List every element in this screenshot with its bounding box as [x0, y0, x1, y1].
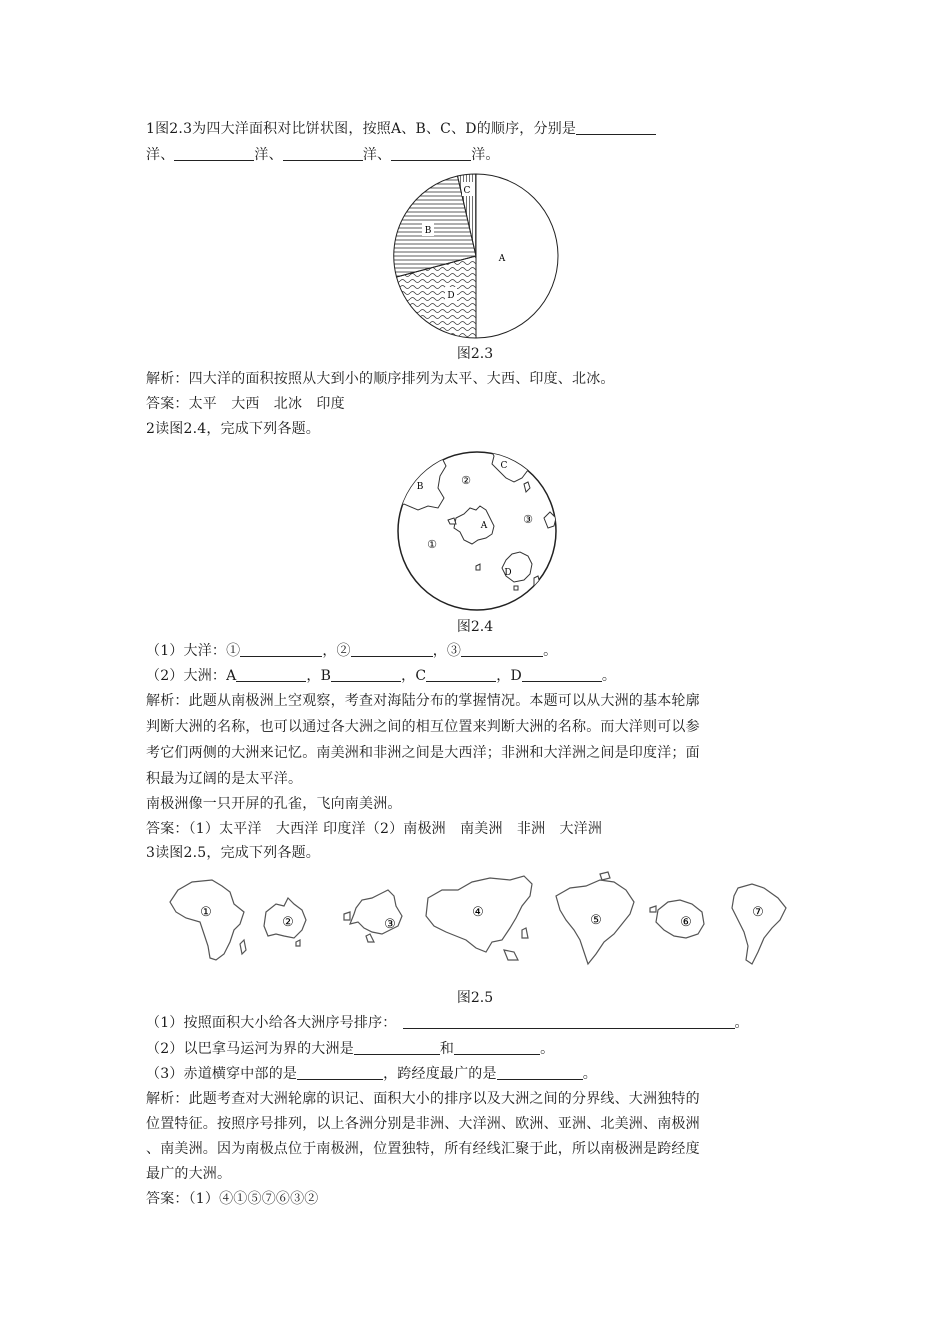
q2-sub1-mid2: ，③: [432, 643, 462, 659]
q3-sub1-prefix: （1）按照面积大小给各大洲序号排序：: [146, 1015, 397, 1031]
q1-suffix-b: 洋、: [254, 147, 283, 163]
polar-map: [394, 448, 560, 614]
q1-blank-d[interactable]: [391, 146, 471, 161]
fig-2-5-title: 图2.5: [456, 990, 494, 1006]
continent-num-6: ⑥: [680, 915, 692, 930]
q1-suffix-end: 洋。: [471, 147, 500, 163]
q2-blank-cont-a[interactable]: [236, 667, 306, 682]
q2-sub2-mid2: ，C: [401, 668, 427, 684]
q2-sub1-prefix: （1）大洋：①: [146, 643, 241, 659]
q2-blank-cont-d[interactable]: [522, 667, 602, 682]
q3-sub3-end: 。: [582, 1066, 597, 1082]
q3-analysis-4: 最广的大洲。: [146, 1166, 232, 1182]
continent-num-3: ③: [384, 917, 396, 932]
map-label-a: A: [480, 521, 488, 531]
continent-1-africa: [170, 880, 244, 960]
q3-sub3: [146, 1064, 597, 1084]
map-label-d: D: [504, 568, 512, 578]
q2-analysis-2: 判断大洲的名称，也可以通过各大洲之间的相互位置来判断大洲的名称。而大洋则可以参: [146, 719, 700, 735]
q3-blank-order[interactable]: [403, 1014, 735, 1029]
q3-sub3-prefix: （3）赤道横穿中部的是: [146, 1066, 298, 1082]
continent-num-5: ⑤: [590, 913, 602, 928]
q2-line1: 2读图2.4，完成下列各题。: [146, 421, 320, 437]
continent-num-4: ④: [472, 905, 484, 920]
q1-blank-b[interactable]: [174, 146, 254, 161]
q3-answer: 答案：（1）④①⑤⑦⑥③②: [146, 1191, 319, 1207]
q3-sub2: [146, 1039, 554, 1059]
q2-sub1-mid1: ，②: [322, 643, 351, 659]
map-label-ocean-3: ③: [523, 513, 533, 526]
q2-sub1-end: 。: [543, 643, 558, 659]
continents-strip: [160, 868, 795, 980]
map-label-ocean-2: ②: [461, 474, 471, 487]
q2-answer: 答案：（1）太平洋 大西洋 印度洋（2）南极洲 南美洲 非洲 大洋洲: [146, 821, 603, 837]
q3-analysis-1: 解析：此题考查对大洲轮廓的识记、面积大小的排序以及大洲之间的分界线、大洲独特的: [146, 1091, 700, 1107]
q3-sub1: [146, 1013, 749, 1033]
q1-suffix-c: 洋、: [362, 147, 392, 163]
q1-blank-c[interactable]: [283, 146, 363, 161]
q1-analysis: 解析：四大洋的面积按照从大到小的顺序排列为太平、大西、印度、北冰。: [146, 371, 615, 387]
q2-blank-cont-c[interactable]: [426, 667, 496, 682]
map-label-c: C: [500, 461, 508, 471]
q1-blank-a[interactable]: [576, 120, 656, 135]
q2-mnemonic: 南极洲像一只开屏的孔雀，飞向南美洲。: [146, 796, 402, 812]
q1-line1: [146, 119, 656, 139]
q2-blank-cont-b[interactable]: [331, 667, 401, 682]
fig-2-3-title: 图2.3: [456, 346, 494, 362]
q3-sub1-end: 。: [734, 1015, 749, 1031]
q3-sub3-mid: ，跨经度最广的是: [383, 1066, 497, 1082]
continent-num-1: ①: [200, 905, 212, 920]
q3-sub2-end: 。: [540, 1041, 555, 1057]
pie-slice-a: [476, 174, 558, 338]
q2-blank-ocean-3[interactable]: [461, 642, 543, 657]
q3-analysis-2: 位置特征。按照序号排列，以上各洲分别是非洲、大洋洲、欧洲、亚洲、北美洲、南极洲: [146, 1116, 700, 1132]
pie-label-b: B: [424, 226, 432, 236]
q3-analysis-3: 、南美洲。因为南极点位于南极洲，位置独特，所有经线汇聚于此，所以南极洲是跨经度: [146, 1141, 700, 1157]
q2-sub2-prefix: （2）大洲：A: [146, 668, 237, 684]
q2-analysis-3: 考它们两侧的大洲来记忆。南美洲和非洲之间是大西洋；非洲和大洋洲之间是印度洋；面: [146, 745, 700, 761]
q2-sub2-mid1: ，B: [306, 668, 332, 684]
pie-label-a: A: [498, 254, 506, 264]
ocean-pie-chart: [390, 170, 560, 340]
q3-line1: 3读图2.5，完成下列各题。: [146, 845, 320, 861]
q2-sub2-end: 。: [601, 668, 617, 684]
map-label-b: B: [416, 482, 424, 492]
q3-blank-longitude[interactable]: [497, 1065, 583, 1080]
q3-blank-equator[interactable]: [297, 1065, 383, 1080]
q2-analysis-1: 解析：此题从南极洲上空观察，考查对海陆分布的掌握情况。本题可以从大洲的基本轮廓: [146, 693, 700, 709]
q3-blank-panama-2[interactable]: [454, 1040, 540, 1055]
q2-sub2-mid3: ，D: [496, 668, 522, 684]
q1-answer: 答案：太平 大西 北冰 印度: [146, 396, 345, 412]
q2-blank-ocean-1[interactable]: [240, 642, 322, 657]
q1-line2: [146, 145, 500, 165]
pie-label-c: C: [463, 186, 471, 196]
map-label-ocean-1: ①: [427, 538, 437, 551]
q1-suffix-a: 洋、: [146, 147, 175, 163]
continent-num-7: ⑦: [752, 905, 764, 920]
fig-2-4-title: 图2.4: [456, 619, 494, 635]
q2-blank-ocean-2[interactable]: [351, 642, 433, 657]
q1-text: 1图2.3为四大洋面积对比饼状图，按照A、B、C、D的顺序，分别是: [146, 121, 577, 137]
q3-sub2-mid: 和: [439, 1041, 455, 1057]
q2-sub2: [146, 666, 616, 686]
continent-num-2: ②: [282, 915, 294, 930]
q3-blank-panama-1[interactable]: [354, 1040, 440, 1055]
q3-sub2-prefix: （2）以巴拿马运河为界的大洲是: [146, 1041, 354, 1057]
q2-analysis-4: 积最为辽阔的是太平洋。: [146, 771, 303, 787]
q2-sub1: [146, 641, 557, 661]
pie-label-d: D: [447, 291, 455, 301]
continent-7-south-america: [732, 884, 786, 964]
